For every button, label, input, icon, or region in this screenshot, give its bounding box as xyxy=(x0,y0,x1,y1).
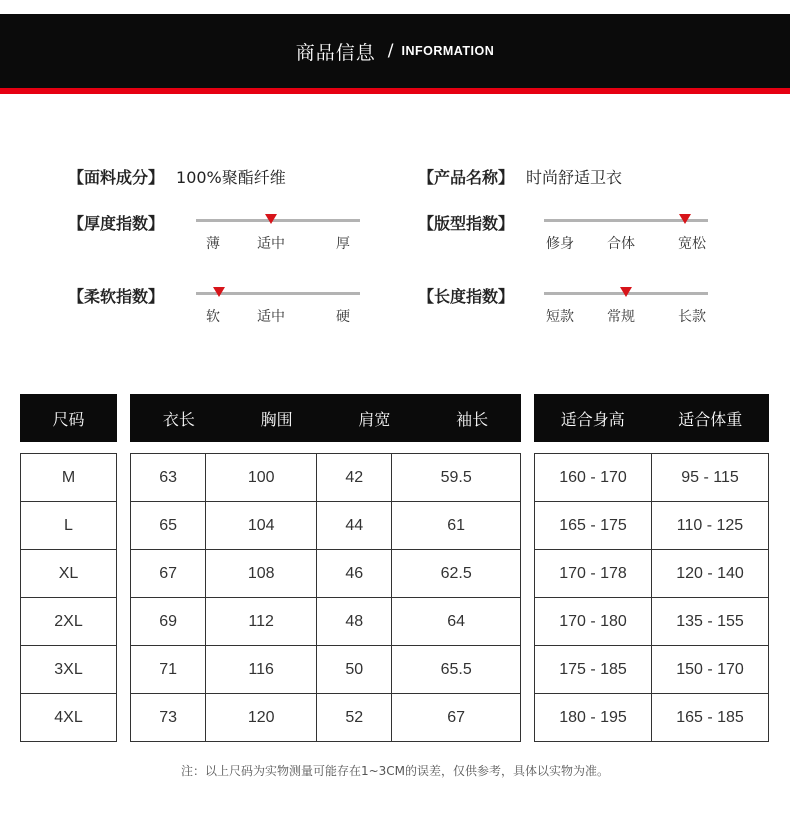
size-cell: 3XL xyxy=(21,646,117,694)
length-marker-icon xyxy=(620,287,632,297)
table-row xyxy=(131,694,521,742)
table-row xyxy=(535,502,769,550)
fabric-attribute xyxy=(68,165,286,188)
measure-cell: 64 xyxy=(392,598,521,646)
measure-cell: 112 xyxy=(206,598,317,646)
fit-cell: 160 - 170 xyxy=(535,454,652,502)
fit-column-headers xyxy=(534,394,769,442)
table-row xyxy=(21,454,117,502)
table-row xyxy=(21,550,117,598)
measure-cell: 62.5 xyxy=(392,550,521,598)
scale-tick: 合体 xyxy=(607,236,635,252)
fit-cell: 165 - 185 xyxy=(652,694,769,742)
measure-cell: 46 xyxy=(317,550,392,598)
measure-cell: 69 xyxy=(131,598,206,646)
scale-tick: 厚 xyxy=(336,236,350,252)
table-row xyxy=(535,550,769,598)
size-cell: 2XL xyxy=(21,598,117,646)
scale-tick: 短款 xyxy=(546,309,574,325)
scale-tick: 薄 xyxy=(206,236,220,252)
table-row xyxy=(131,550,521,598)
table-row xyxy=(21,598,117,646)
measure-cell: 44 xyxy=(317,502,392,550)
table-row xyxy=(131,502,521,550)
fit-label-wrap xyxy=(418,211,514,234)
measure-table xyxy=(130,453,521,742)
fit-cell: 110 - 125 xyxy=(652,502,769,550)
length-label-wrap xyxy=(418,284,514,307)
measure-cell: 108 xyxy=(206,550,317,598)
table-row xyxy=(535,694,769,742)
measure-cell: 67 xyxy=(131,550,206,598)
measure-cell: 52 xyxy=(317,694,392,742)
fit-cell: 95 - 115 xyxy=(652,454,769,502)
fit-cell: 170 - 178 xyxy=(535,550,652,598)
scale-bar xyxy=(196,219,360,222)
fabric-value: 100%聚酯纤维 xyxy=(176,168,286,187)
table-row xyxy=(535,454,769,502)
thickness-scale xyxy=(196,219,360,259)
scale-tick: 适中 xyxy=(257,236,285,252)
product-name-label: 【产品名称】 xyxy=(418,168,515,187)
fit-table xyxy=(534,453,769,742)
fit-scale xyxy=(544,219,708,259)
table-row xyxy=(131,598,521,646)
size-column-header xyxy=(20,394,117,442)
softness-label-wrap xyxy=(68,284,164,307)
header-title-cn: 商品信息 xyxy=(295,41,376,64)
softness-scale xyxy=(196,292,360,332)
fit-cell: 165 - 175 xyxy=(535,502,652,550)
table-row xyxy=(131,454,521,502)
fit-cell: 120 - 140 xyxy=(652,550,769,598)
thickness-label: 【厚度指数】 xyxy=(68,214,165,233)
measure-header: 胸围 xyxy=(260,409,293,429)
measure-cell: 104 xyxy=(206,502,317,550)
fabric-label: 【面料成分】 xyxy=(68,168,165,187)
measure-cell: 59.5 xyxy=(392,454,521,502)
product-name-value: 时尚舒适卫衣 xyxy=(526,168,623,187)
fit-label: 【版型指数】 xyxy=(418,214,515,233)
table-row xyxy=(131,646,521,694)
fit-cell: 170 - 180 xyxy=(535,598,652,646)
measure-cell: 71 xyxy=(131,646,206,694)
fit-header: 适合体重 xyxy=(678,409,743,429)
measure-cell: 67 xyxy=(392,694,521,742)
scale-tick: 适中 xyxy=(257,309,285,325)
measure-cell: 120 xyxy=(206,694,317,742)
fit-header: 适合身高 xyxy=(560,409,625,429)
measure-cell: 50 xyxy=(317,646,392,694)
size-cell: 4XL xyxy=(21,694,117,742)
softness-label: 【柔软指数】 xyxy=(68,287,165,306)
measure-header: 袖长 xyxy=(456,409,489,429)
measure-header: 肩宽 xyxy=(358,409,391,429)
measure-cell: 65.5 xyxy=(392,646,521,694)
product-name-attribute xyxy=(418,165,622,188)
scale-tick: 长款 xyxy=(678,309,706,325)
measure-cell: 63 xyxy=(131,454,206,502)
table-row xyxy=(21,502,117,550)
scale-tick: 常规 xyxy=(607,309,635,325)
length-label: 【长度指数】 xyxy=(418,287,515,306)
measure-cell: 100 xyxy=(206,454,317,502)
header-slash: / xyxy=(387,41,394,61)
table-row xyxy=(21,646,117,694)
measure-header: 衣长 xyxy=(162,409,195,429)
fit-cell: 175 - 185 xyxy=(535,646,652,694)
measure-cell: 48 xyxy=(317,598,392,646)
info-header xyxy=(0,14,790,94)
scale-tick: 宽松 xyxy=(678,236,706,252)
size-header: 尺码 xyxy=(52,409,85,429)
thickness-marker-icon xyxy=(265,214,277,224)
size-cell: M xyxy=(21,454,117,502)
fit-cell: 150 - 170 xyxy=(652,646,769,694)
thickness-label-wrap xyxy=(68,211,164,234)
scale-tick: 硬 xyxy=(336,309,350,325)
size-note: 注：以上尺码为实物测量可能存在1~3CM的误差，仅供参考，具体以实物为准。 xyxy=(180,764,610,778)
softness-marker-icon xyxy=(213,287,225,297)
scale-tick: 软 xyxy=(206,309,220,325)
measure-cell: 61 xyxy=(392,502,521,550)
table-row xyxy=(21,694,117,742)
scale-tick: 修身 xyxy=(546,236,574,252)
measure-cell: 73 xyxy=(131,694,206,742)
size-cell: XL xyxy=(21,550,117,598)
fit-marker-icon xyxy=(679,214,691,224)
length-scale xyxy=(544,292,708,332)
measure-column-headers xyxy=(130,394,521,442)
fit-cell: 180 - 195 xyxy=(535,694,652,742)
measure-cell: 42 xyxy=(317,454,392,502)
table-row xyxy=(535,646,769,694)
size-cell: L xyxy=(21,502,117,550)
header-title-en: INFORMATION xyxy=(401,44,495,58)
fit-cell: 135 - 155 xyxy=(652,598,769,646)
measure-cell: 65 xyxy=(131,502,206,550)
measure-cell: 116 xyxy=(206,646,317,694)
table-row xyxy=(535,598,769,646)
size-table xyxy=(20,453,117,742)
